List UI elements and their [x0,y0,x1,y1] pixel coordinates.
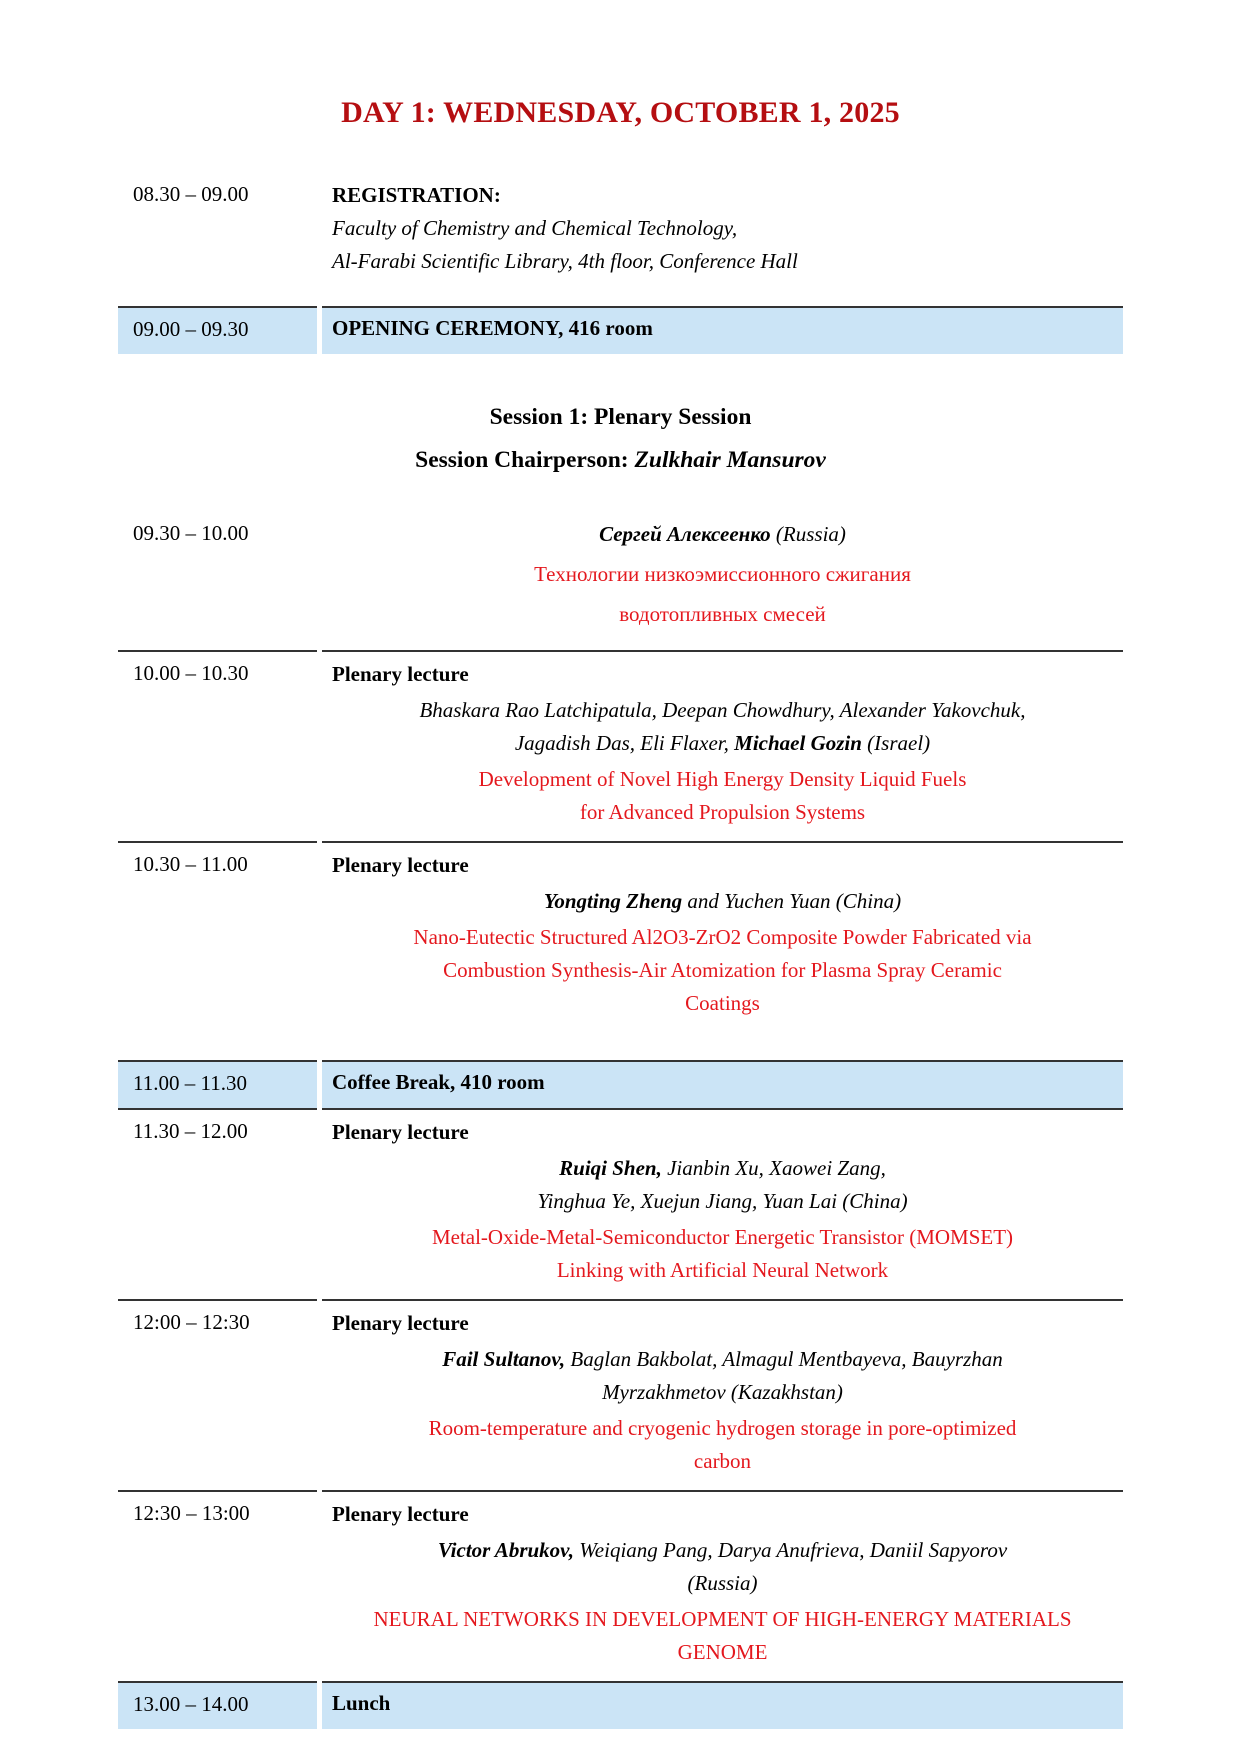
text-run: Development of Novel High Energy Density Liquid Fuels [478,767,967,791]
text-run: Room-temperature and cryogenic hydrogen storage in pore-optimized [428,1416,1017,1440]
text-line [332,594,1113,634]
text-run: Metal-Oxide-Metal-Semiconductor Energetic Transistor (MOMSET) [431,1225,1014,1249]
text-run: Plenary lecture [332,662,469,686]
content-cell [322,1299,1123,1490]
talk-title [332,1221,1113,1287]
text-line [118,396,1123,439]
text-line [332,1116,1113,1149]
text-run: Ruiqi Shen, [559,1156,662,1180]
schedule-table [118,171,1123,1729]
talk-text [332,1152,1113,1218]
text-line [332,658,1113,691]
time-cell: 13.00 – 14.00 [118,1681,317,1729]
text-line [332,849,1113,882]
talk-title [332,921,1113,1020]
text-run: Session 1: Plenary Session [489,404,752,430]
text-line [332,885,1113,918]
text-run: Coatings [685,991,760,1015]
text-line [332,1534,1113,1567]
text-line [332,1343,1113,1376]
text-line [332,727,1113,760]
content-cell [322,512,1123,650]
text-run: Faculty of Chemistry and Chemical Technology, [332,216,738,240]
talk-text [332,1116,1113,1149]
text-line [332,694,1113,727]
text-run: Технологии низкоэмиссионного сжигания [534,562,911,586]
text-line [332,518,1113,551]
text-line [332,1689,1113,1717]
text-run: Plenary lecture [332,1120,469,1144]
text-line [332,1254,1113,1287]
schedule-row [118,650,1123,841]
time-cell: 09.00 – 09.30 [118,306,317,354]
text-run: Plenary lecture [332,1502,469,1526]
text-line [332,763,1113,796]
text-line [332,921,1113,954]
text-run: Coffee Break, 410 room [332,1070,545,1094]
time-cell: 11.30 – 12.00 [118,1108,317,1299]
text-run: Jianbin Xu, Xaowei Zang, [661,1156,886,1180]
text-run: Jagadish Das, Eli Flaxer, [514,731,735,755]
text-run: Bhaskara Rao Latchipatula, Deepan Chowdhury, Alexander Yakovchuk, [419,698,1026,722]
text-run: Fail Sultanov, [442,1347,566,1371]
text-run: Zulkhair Mansurov [634,447,826,473]
text-run: Lunch [332,1691,391,1715]
text-run: Nano-Eutectic Structured Al2O3-ZrO2 Composite Powder Fabricated via [413,925,1032,949]
schedule-row [118,171,1123,306]
text-line [332,212,1113,245]
text-run: Victor Abrukov, [437,1538,574,1562]
text-run: Yinghua Ye, Xuejun Jiang, Yuan Lai (China) [537,1189,908,1213]
talk-text [332,658,1113,691]
talk-text [332,1343,1113,1409]
schedule-row-highlighted [118,1060,1123,1108]
text-run: REGISTRATION: [332,183,501,207]
text-run: Yongting Zheng [543,889,683,913]
content-cell [322,1108,1123,1299]
talk-text [332,1068,1113,1096]
talk-title [332,763,1113,829]
text-run: (Israel) [861,731,931,755]
content-cell [322,1490,1123,1681]
text-run: Plenary lecture [332,1311,469,1335]
text-line [332,1498,1113,1531]
content-cell [322,171,1123,306]
talk-text [332,518,1113,551]
text-run: Combustion Synthesis-Air Atomization for Plasma Spray Ceramic [443,958,1002,982]
text-run: Myrzakhmetov (Kazakhstan) [602,1380,843,1404]
text-run: carbon [693,1449,752,1473]
time-cell: 10.30 – 11.00 [118,841,317,1060]
text-line [332,987,1113,1020]
content-cell [322,650,1123,841]
time-cell: 09.30 – 10.00 [133,521,249,545]
time-cell: 12:00 – 12:30 [118,1299,317,1490]
time-cell: 10.00 – 10.30 [118,650,317,841]
content-cell [322,841,1123,1060]
text-line [332,1412,1113,1445]
text-run: OPENING CEREMONY, 416 room [332,316,653,340]
talk-text [332,1534,1113,1600]
talk-title [332,1412,1113,1478]
text-run: Сергей Алексеенко [599,522,771,546]
text-run: Baglan Bakbolat, Almagul Mentbayeva, Bauyrzhan [565,1347,1003,1371]
schedule-row [118,1108,1123,1299]
text-line [332,1376,1113,1409]
talk-text [332,314,1113,342]
text-line [332,245,1113,278]
talk-title [332,1603,1113,1669]
text-line [332,954,1113,987]
schedule-row [118,512,1123,650]
talk-text [332,849,1113,882]
text-line [332,1185,1113,1218]
text-run: водотопливных смесей [619,602,826,626]
time-cell: 11.00 – 11.30 [118,1060,317,1108]
text-run: (Russia) [770,522,846,546]
talk-text [332,694,1113,760]
text-line [332,1152,1113,1185]
text-run: for Advanced Propulsion Systems [579,800,866,824]
text-line [332,1221,1113,1254]
text-line [332,314,1113,342]
talk-text [332,1307,1113,1340]
text-run: Session Chairperson: [415,447,635,473]
schedule-row [118,1299,1123,1490]
text-run: GENOME [677,1640,768,1664]
time-cell: 08.30 – 09.00 [133,182,249,206]
text-run: Plenary lecture [332,853,469,877]
schedule-row-highlighted [118,306,1123,354]
text-line [332,1567,1113,1600]
text-run: NEURAL NETWORKS IN DEVELOPMENT OF HIGH-ENERGY MATERIALS [373,1607,1072,1631]
content-cell [322,1060,1123,1108]
text-run: and Yuchen Yuan (China) [682,889,902,913]
content-cell [322,306,1123,354]
text-line [118,439,1123,482]
text-line [332,179,1113,212]
text-line [332,1307,1113,1340]
time-cell: 12:30 – 13:00 [118,1490,317,1681]
text-line [332,1603,1113,1636]
text-run: (Russia) [687,1571,758,1595]
talk-text [332,1498,1113,1531]
text-line [332,796,1113,829]
session-heading [118,396,1123,482]
text-line [332,1445,1113,1478]
text-line [332,1636,1113,1669]
talk-text [332,885,1113,918]
schedule-row [118,1490,1123,1681]
text-line [332,1068,1113,1096]
text-run: Weiqiang Pang, Darya Anufrieva, Daniil Sapyorov [573,1538,1008,1562]
talk-title [332,554,1113,634]
schedule-row-highlighted [118,1681,1123,1729]
page-title: DAY 1: WEDNESDAY, OCTOBER 1, 2025 [341,96,900,129]
text-run: Linking with Artificial Neural Network [556,1258,889,1282]
talk-text [332,1689,1113,1717]
schedule-row [118,841,1123,1060]
text-run: Michael Gozin [734,731,862,755]
talk-text [332,179,1113,278]
text-run: Al-Farabi Scientific Library, 4th floor, Conference Hall [332,249,798,273]
text-line [332,554,1113,594]
content-cell [322,1681,1123,1729]
